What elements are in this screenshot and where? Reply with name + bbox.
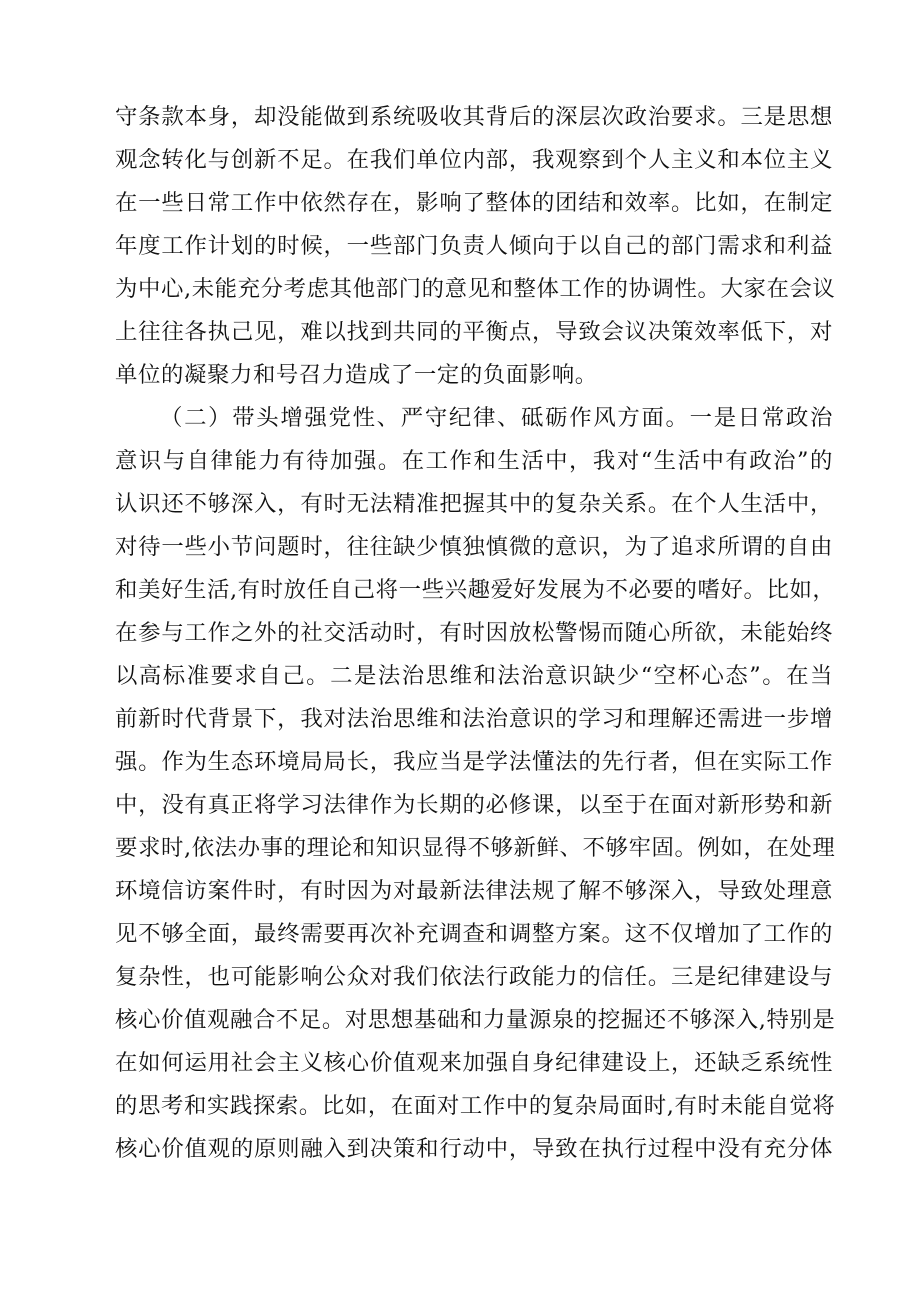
text-line: 以高标准要求自己。二是法治思维和法治意识缺少“空杯心态”。在当 bbox=[115, 663, 833, 689]
section-heading-line: （二）带头增强党性、严守纪律、砥砺作风方面。一是日常政治 bbox=[160, 405, 833, 431]
text-line: 单位的凝聚力和号召力造成了一定的负面影响。 bbox=[115, 362, 598, 388]
text-line: 对待一些小节问题时，往往缺少慎独慎微的意识，为了追求所谓的自由 bbox=[115, 534, 833, 560]
text-line: 复杂性，也可能影响公众对我们依法行政能力的信任。三是纪律建设与 bbox=[115, 964, 833, 990]
text-line: 中，没有真正将学习法律作为长期的必修课，以至于在面对新形势和新 bbox=[115, 792, 833, 818]
text-line: 认识还不够深入，有时无法精准把握其中的复杂关系。在个人生活中， bbox=[115, 491, 833, 517]
text-line: 在一些日常工作中依然存在，影响了整体的团结和效率。比如，在制定 bbox=[115, 190, 833, 216]
text-line: 意识与自律能力有待加强。在工作和生活中，我对“生活中有政治”的 bbox=[115, 448, 833, 474]
text-line: 见不够全面，最终需要再次补充调查和调整方案。这不仅增加了工作的 bbox=[115, 921, 833, 947]
text-line: 观念转化与创新不足。在我们单位内部，我观察到个人主义和本位主义 bbox=[115, 147, 833, 173]
text-line: 在如何运用社会主义核心价值观来加强自身纪律建设上，还缺乏系统性 bbox=[115, 1050, 833, 1076]
text-line: 核心价值观融合不足。对思想基础和力量源泉的挖掘还不够深入,特别是 bbox=[115, 1007, 836, 1033]
text-line: 环境信访案件时，有时因为对最新法律法规了解不够深入，导致处理意 bbox=[115, 878, 833, 904]
text-line: 和美好生活,有时放任自己将一些兴趣爱好发展为不必要的嗜好。比如， bbox=[115, 577, 836, 603]
text-line: 前新时代背景下，我对法治思维和法治意识的学习和理解还需进一步增 bbox=[115, 706, 833, 732]
text-line: 核心价值观的原则融入到决策和行动中，导致在执行过程中没有充分体 bbox=[115, 1136, 833, 1162]
text-line: 的思考和实践探索。比如，在面对工作中的复杂局面时,有时未能自觉将 bbox=[115, 1093, 836, 1119]
text-line: 上往往各执己见，难以找到共同的平衡点，导致会议决策效率低下，对 bbox=[115, 319, 833, 345]
body-text bbox=[115, 96, 836, 1171]
text-line: 年度工作计划的时候，一些部门负责人倾向于以自己的部门需求和利益 bbox=[115, 233, 833, 259]
text-line: 要求时,依法办事的理论和知识显得不够新鲜、不够牢固。例如，在处理 bbox=[115, 835, 836, 861]
text-line: 为中心,未能充分考虑其他部门的意见和整体工作的协调性。大家在会议 bbox=[115, 276, 836, 302]
text-line: 在参与工作之外的社交活动时，有时因放松警惕而随心所欲，未能始终 bbox=[115, 620, 833, 646]
text-line: 强。作为生态环境局局长，我应当是学法懂法的先行者，但在实际工作 bbox=[115, 749, 833, 775]
text-line: 守条款本身，却没能做到系统吸收其背后的深层次政治要求。三是思想 bbox=[115, 104, 833, 130]
